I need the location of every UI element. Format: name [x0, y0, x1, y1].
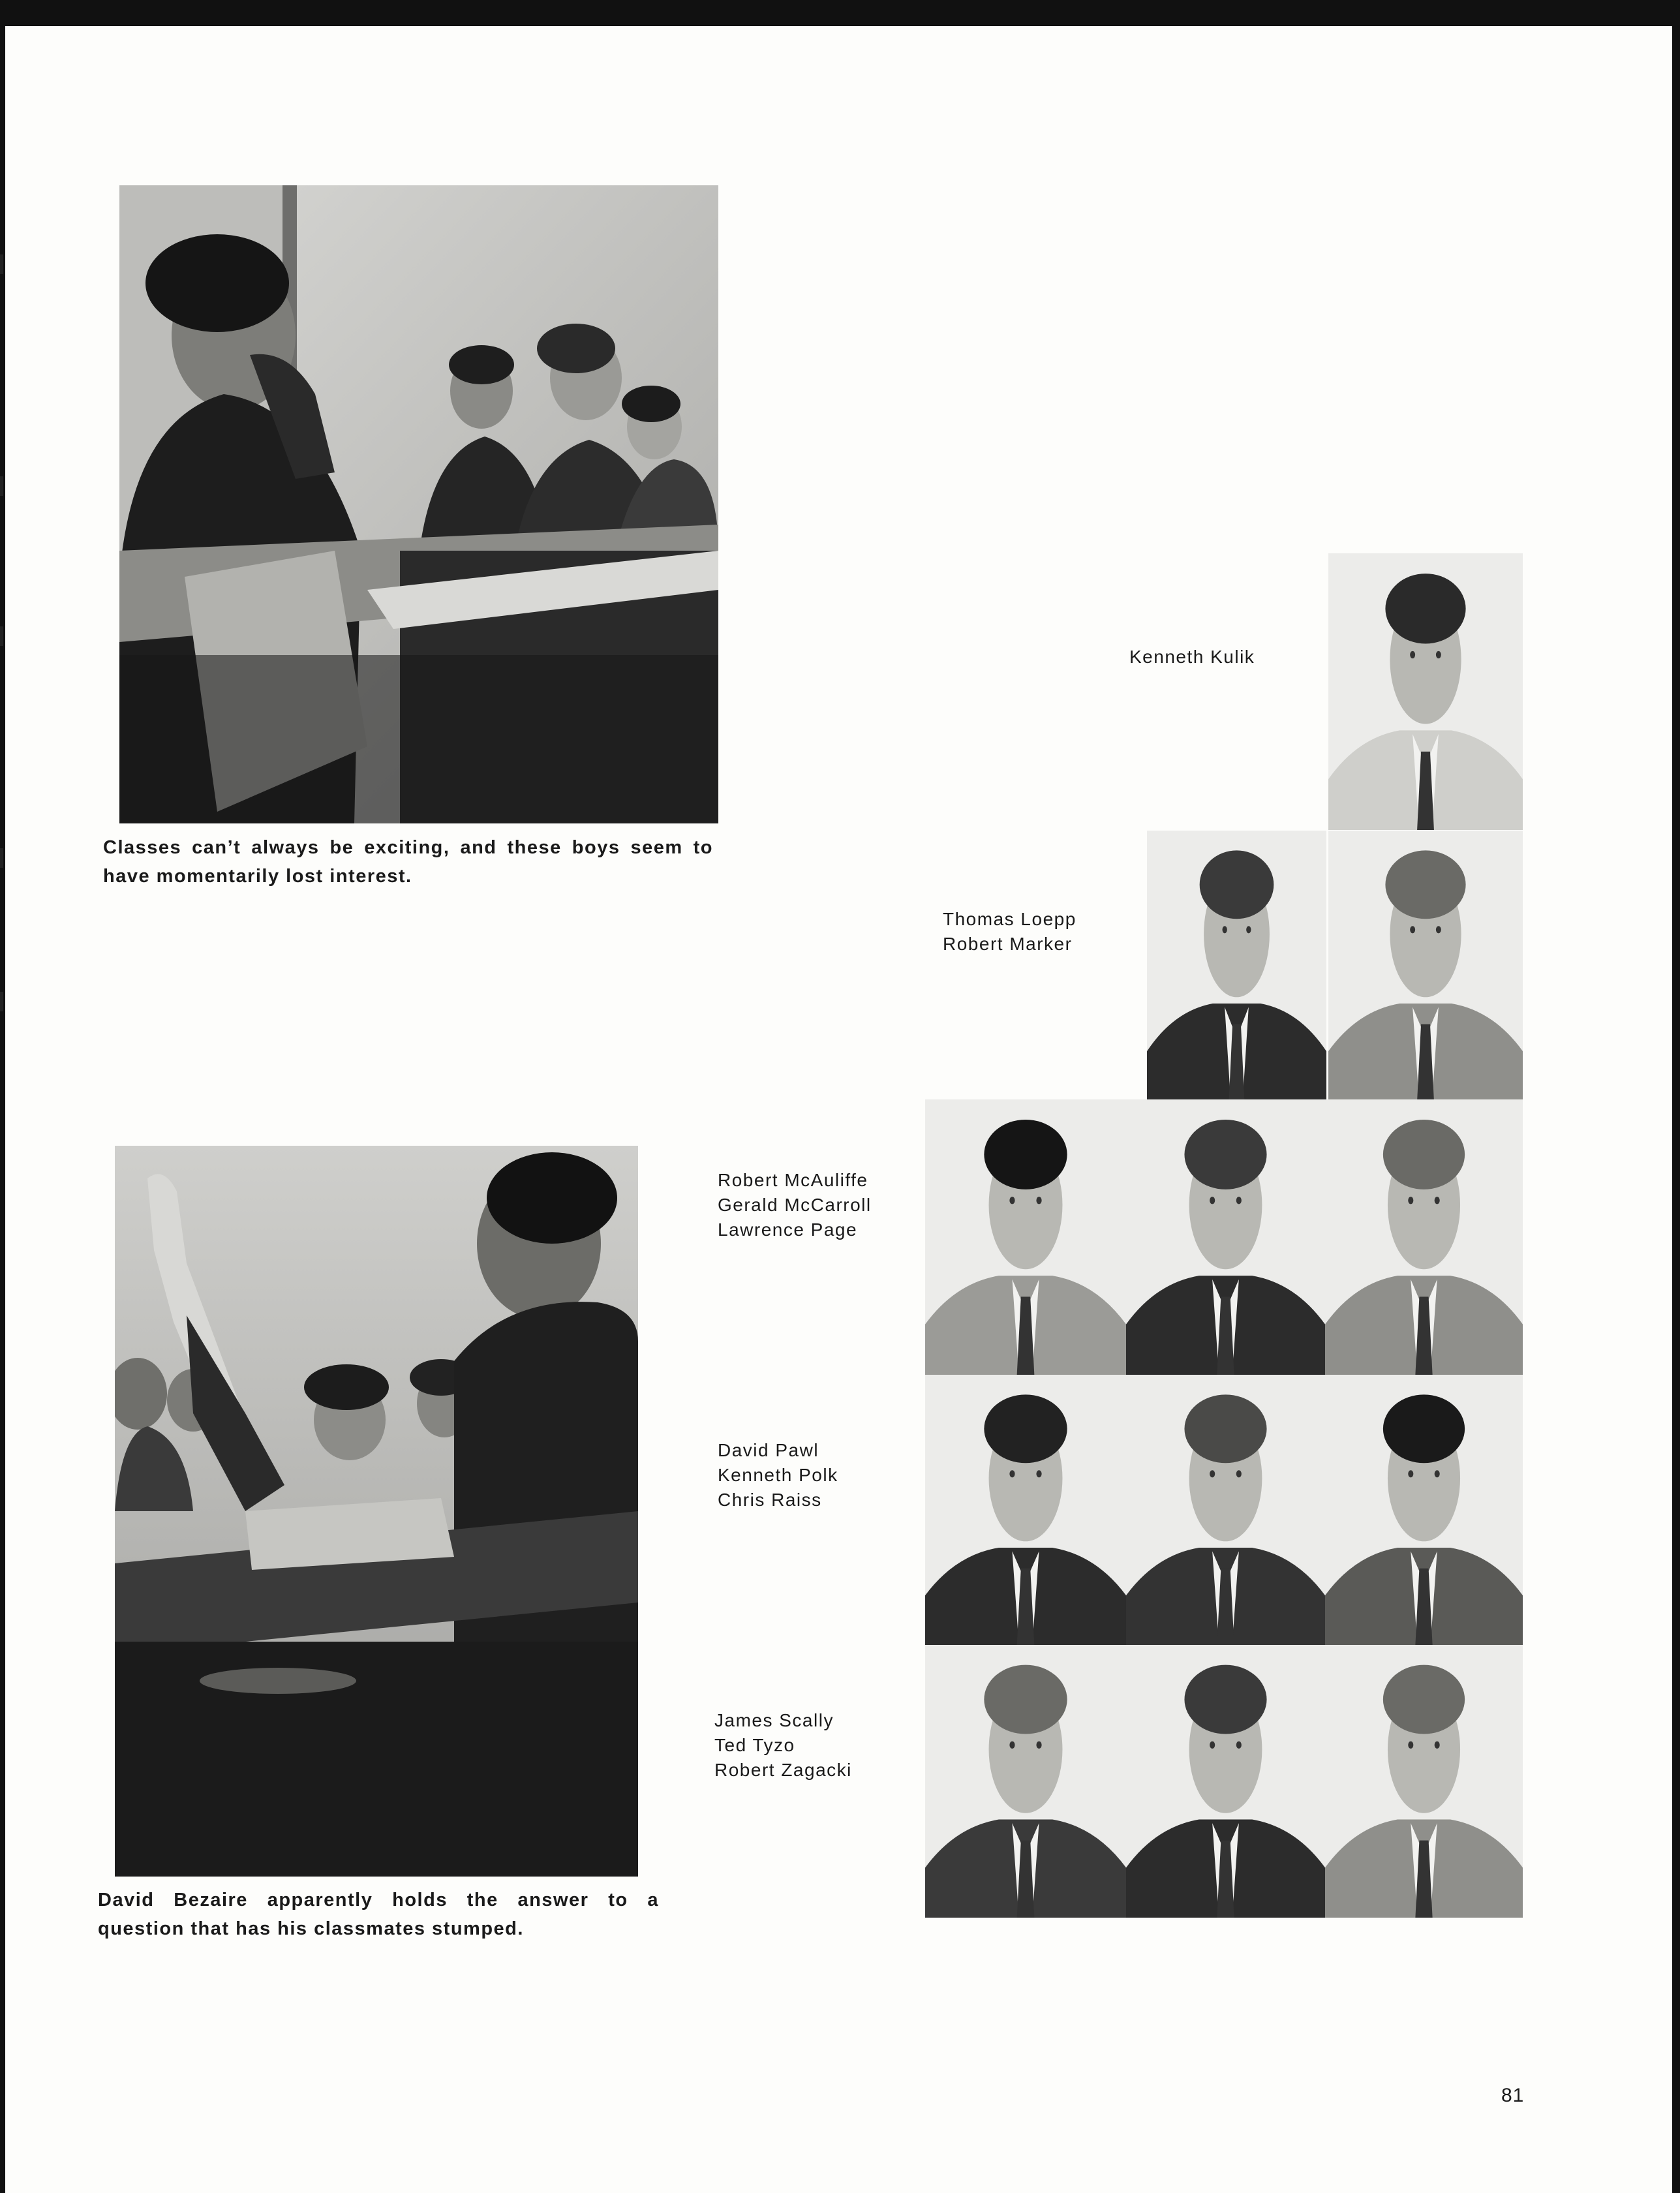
photo-caption-2: David Bezaire apparently holds the answer to a question that has his classmates stumped. [98, 1890, 659, 1939]
student-name: Lawrence Page [718, 1219, 858, 1240]
student-name: Thomas Loepp [943, 909, 1077, 929]
classroom-photo-1 [119, 185, 718, 823]
student-portrait [1328, 831, 1523, 1101]
name-list-row-2 [943, 907, 1077, 957]
student-portrait [1126, 1375, 1325, 1645]
student-portrait [1147, 831, 1326, 1101]
student-name: Robert McAuliffe [718, 1170, 868, 1190]
name-list-row-3 [718, 1168, 872, 1242]
student-portrait [925, 1375, 1126, 1645]
student-portrait [925, 1645, 1126, 1918]
edge-mark [0, 254, 3, 274]
student-portrait [925, 1099, 1126, 1375]
name-list-row-1 [1129, 645, 1255, 669]
yearbook-page [5, 26, 1672, 2193]
edge-mark [0, 626, 3, 646]
student-name: James Scally [714, 1710, 834, 1730]
student-name: Robert Marker [943, 934, 1073, 954]
student-portrait [1328, 553, 1523, 830]
student-name: David Pawl [718, 1440, 819, 1460]
edge-mark [0, 476, 3, 496]
edge-mark [0, 848, 3, 868]
student-name: Chris Raiss [718, 1490, 822, 1510]
student-portrait [1325, 1645, 1523, 1918]
student-portrait [1325, 1375, 1523, 1645]
name-list-row-5 [714, 1708, 852, 1783]
student-name: Kenneth Polk [718, 1465, 838, 1485]
page-number: 81 [1501, 2085, 1525, 2106]
student-name: Kenneth Kulik [1129, 647, 1255, 667]
student-name: Ted Tyzo [714, 1735, 795, 1755]
classroom-photo-2 [115, 1146, 638, 1877]
student-portrait [1126, 1645, 1325, 1918]
edge-mark [0, 992, 3, 1011]
student-name: Robert Zagacki [714, 1760, 852, 1780]
student-portrait [1325, 1099, 1523, 1375]
name-list-row-4 [718, 1438, 838, 1512]
photo-caption-1: Classes can’t always be exciting, and these boys seem to have momentarily lost interest. [103, 837, 713, 887]
student-name: Gerald McCarroll [718, 1195, 872, 1215]
student-portrait [1126, 1099, 1325, 1375]
